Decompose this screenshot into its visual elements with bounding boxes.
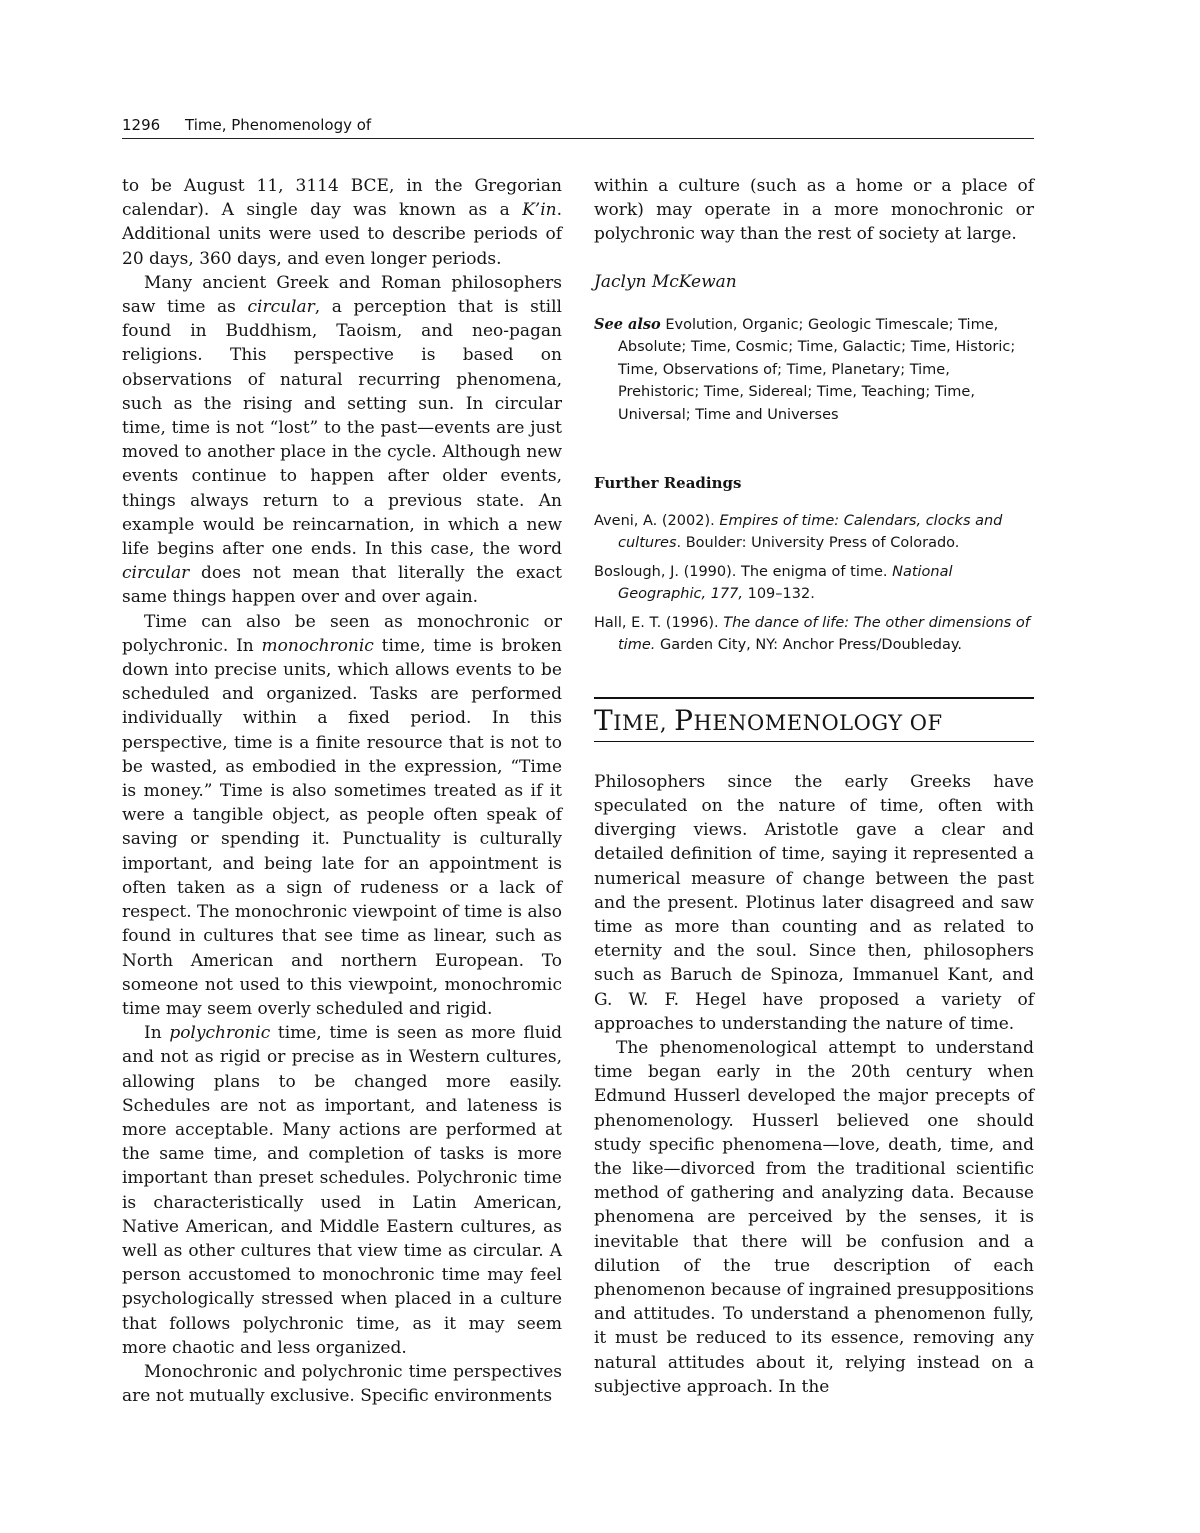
paragraph: Time can also be seen as monochronic or polychronic. In monochronic time, time is broken down into precise units, which allows events to be scheduled and organized. Tasks are performed individually within a fixed period. In this perspective, time is a finite resource that is not to be wasted, as embodied in the expression, “Time is money.” Time is also sometimes treated as if it were a tangible object, as people often speak of saving or spending it. Punctuality is culturally important, and being late for an appointment is often taken as a sign of rudeness or a lack of respect. The monochronic viewpoint of time is also found in cultures that see time as linear, such as North American and northern European. To someone not used to this viewpoint, monochromic time may seem overly scheduled and rigid.: [122, 611, 562, 1019]
left-column: [122, 174, 562, 1408]
right-column: [594, 174, 1034, 1399]
running-header: [122, 114, 1034, 138]
author-byline: Jaclyn McKewan: [594, 271, 737, 292]
see-also-list: [594, 314, 1034, 427]
reference-item: Aveni, A. (2002). Empires of time: Calendars, clocks and cultures. Boulder: University Press of Colorado.: [594, 512, 1003, 552]
see-also-text: Evolution, Organic; Geologic Timescale; Time, Absolute; Time, Cosmic; Time, Galactic; Time, Historic; Time, Observations of; Time, Planetary; Time, Prehistoric; Time, Sidereal; Time, Teaching; Time, Universal; Time and Universes: [618, 316, 1016, 423]
paragraph: The phenomenological attempt to understand time began early in the 20th century when Edmund Husserl developed the major precepts of phenomenology. Husserl believed one should study specific phenomena—love, death, time, and the like—divorced from the traditional scientific method of gathering and analyzing data. Because phenomena are perceived by the senses, it is inevitable that there will be confusion and a dilution of the true description of each phenomenon because of ingrained presuppositions and attitudes. To understand a phenomenon fully, it must be reduced to its essence, removing any natural attitudes about it, relying instead on a subjective approach. In the: [594, 1037, 1034, 1397]
running-title: Time, Phenomenology of: [185, 116, 372, 134]
paragraph: In polychronic time, time is seen as more fluid and not as rigid or precise as in Western cultures, allowing plans to be changed more easily. Schedules are not as important, and lateness is more acceptable. Many actions are performed at the same time, and completion of tasks is more important than preset schedules. Polychronic time is characteristically used in Latin American, Native American, and Middle Eastern cultures, as well as other cultures that view time as circular. A person accustomed to monochronic time may feel psychologically stressed when placed in a culture that follows polychronic time, as it may seem more chaotic and less organized.: [122, 1023, 562, 1358]
reference-item: Boslough, J. (1990). The enigma of time. National Geographic, 177, 109–132.: [594, 563, 953, 603]
paragraph: Many ancient Greek and Roman philosophers saw time as circular, a perception that is still found in Buddhism, Taoism, and neo-pagan religions. This perspective is based on observations of natural recurring phenomena, such as the rising and setting sun. In circular time, time is not “lost” to the past—events are just moved to another place in the cycle. Although new events continue to happen after older events, things always return to a previous state. An example would be reincarnation, in which a new life begins after one ends. In this case, the word circular does not mean that literally the exact same things happen over and over again.: [122, 272, 562, 608]
paragraph: Monochronic and polychronic time perspectives are not mutually exclusive. Specific environments: [122, 1361, 562, 1407]
paragraph: within a culture (such as a home or a place of work) may operate in a more monochronic or polychronic way than the rest of society at large.: [594, 176, 1034, 245]
paragraph: to be August 11, 3114 BCE, in the Gregorian calendar). A single day was known as a K’in. Additional units were used to describe periods of 20 days, 360 days, and even longer periods.: [122, 176, 562, 269]
see-also-label: See also: [594, 315, 661, 333]
section-title: TIME, PHENOMENOLOGY OF: [594, 703, 943, 737]
section-heading-block: [594, 697, 1034, 742]
reference-item: Hall, E. T. (1996). The dance of life: The other dimensions of time. Garden City, NY: Anchor Press/Doubleday.: [594, 614, 1030, 654]
references-list: [594, 510, 1034, 657]
paragraph: Philosophers since the early Greeks have speculated on the nature of time, often with diverging views. Aristotle gave a clear and detailed definition of time, saying it represented a numerical measure of change between the past and the present. Plotinus later disagreed and saw time as more than counting and as related to eternity and the soul. Since then, philosophers such as Baruch de Spinoza, Immanuel Kant, and G. W. F. Hegel have proposed a variety of approaches to understanding the nature of time.: [594, 771, 1034, 1034]
header-rule: [122, 138, 1034, 139]
further-readings-heading: Further Readings: [594, 474, 742, 493]
page-number: 1296: [122, 116, 161, 134]
